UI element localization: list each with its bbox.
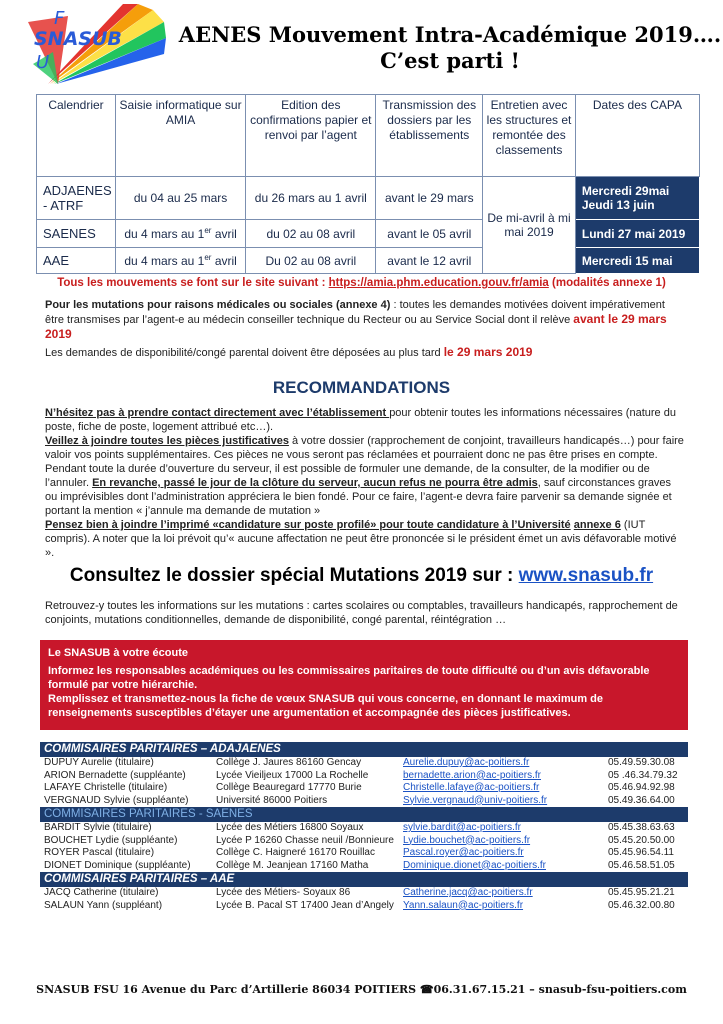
footer: SNASUB FSU 16 Avenue du Parc d’Artillerie 86034 POITIERS ☎06.31.67.15.21 – snasub-fsu-poitiers.com (36, 983, 687, 996)
list-item: ROYER Pascal (titulaire) Collège C. Haigneré 16170 Rouillac Pascal.royer@ac-poitiers.fr 05.45.96.54.11 (44, 847, 674, 858)
commissaires-header: COMMISAIRES PARITAIRES – AAE (40, 872, 688, 887)
email-link[interactable]: Yann.salaun@ac-poitiers.fr (403, 899, 524, 911)
logo-f: F (54, 8, 65, 29)
email-link[interactable]: Lydie.bouchet@ac-poitiers.fr (403, 834, 531, 846)
list-item: LAFAYE Christelle (titulaire) Collège Beauregard 17770 Burie Christelle.lafaye@ac-poitiers.fr 05.46.94.92.98 (44, 782, 675, 793)
email-link[interactable]: Christelle.lafaye@ac-poitiers.fr (403, 782, 540, 793)
snasub-logo (28, 4, 166, 86)
email-link[interactable]: Pascal.royer@ac-poitiers.fr (403, 847, 524, 858)
email-link[interactable]: Sylvie.vergnaud@univ-poitiers.fr (403, 794, 548, 806)
email-link[interactable]: Aurelie.dupuy@ac-poitiers.fr (403, 757, 530, 768)
commissaires-header: COMMISAIRES PARITAIRES - SAENES (40, 807, 688, 822)
snasub-link[interactable]: www.snasub.fr (518, 565, 654, 586)
col-header: Transmission des dossiers par les établissements (376, 95, 483, 177)
medical-paragraph: Pour les mutations pour raisons médicales ou sociales (annexe 4) : toutes les demandes motivées doivent impérativement être transmises par l’agent-e au médecin conseiller technique du Recteur ou au Service Social dont il relève avant le 29 mars 2019 (45, 299, 667, 341)
recommandations-title: RECOMMANDATIONS (272, 378, 451, 397)
col-header: Calendrier (37, 95, 116, 177)
list-item: ARION Bernadette (suppléante) Lycée Vieiljeux 17000 La Rochelle bernadette.arion@ac-poitiers.fr 05 .46.34.79.32 (44, 769, 678, 781)
table-row: ADJAENES - ATRF du 04 au 25 mars du 26 mars au 1 avril avant le 29 mars De mi-avril à mi mai 2019 Mercredi 29mai Jeudi 13 juin (37, 177, 700, 220)
page-title: AENES Mouvement Intra-Académique 2019…. C’est parti ! (178, 22, 722, 73)
list-item: VERGNAUD Sylvie (suppléante) Université 86000 Poitiers Sylvie.vergnaud@univ-poitiers.fr 05.49.36.64.00 (44, 794, 675, 806)
commissaires-header: COMMISAIRES PARITAIRES – ADAJAENES (40, 742, 688, 757)
logo-u: U (36, 52, 50, 73)
dispo-paragraph: Les demandes de disponibilité/congé parental doivent être déposées au plus tard le 29 mars 2019 (45, 345, 533, 359)
col-header: Entretien avec les structures et remontée des classements (483, 95, 576, 177)
col-header: Edition des confirmations papier et renvoi par l’agent (246, 95, 376, 177)
list-item: BOUCHET Lydie (suppléante) Lycée P 16260 Chasse neuil /Bonnieure Lydie.bouchet@ac-poitiers.fr 05.45.20.50.00 (44, 834, 675, 846)
table-row: AAE du 4 mars au 1er avril Du 02 au 08 avril avant le 12 avril Mercredi 15 mai (37, 248, 700, 274)
phone-icon: ☎ (419, 983, 434, 996)
logo-snasub: SNASUB (34, 28, 122, 50)
list-item: BARDIT Sylvie (titulaire) Lycée des Métiers 16800 Soyaux sylvie.bardit@ac-poitiers.fr 05.45.38.63.63 (44, 822, 675, 833)
ecoute-box: Le SNASUB à votre écoute Informez les responsables académiques ou les commissaires paritaires de toute difficulté ou d’un avis défavorable formulé par votre hiérarchie. Remplissez et transmettez-nous la fiche de vœux SNASUB qui vous concerne, en donnant le maximum de renseignements susceptibles d’étayer une argumentation et accompagnée des pièces justificatives. (40, 640, 688, 730)
email-link[interactable]: Dominique.dionet@ac-poitiers.fr (403, 859, 546, 871)
email-link[interactable]: Catherine.jacq@ac-poitiers.fr (403, 887, 533, 898)
list-item: SALAUN Yann (suppléant) Lycée B. Pacal ST 17400 Jean d’Angely Yann.salaun@ac-poitiers.fr 05.46.32.00.80 (44, 899, 675, 911)
table-row: SAENES du 4 mars au 1er avril du 02 au 08 avril avant le 05 avril Lundi 27 mai 2019 (37, 220, 700, 248)
col-header: Dates des CAPA (575, 95, 699, 177)
amia-link[interactable]: https://amia.phm.education.gouv.fr/amia (328, 277, 549, 289)
consult-heading: Consultez le dossier spécial Mutations 2019 sur : www.snasub.fr (69, 565, 654, 586)
commissaires-list (40, 742, 688, 938)
amia-site-line: Tous les mouvements se font sur le site suivant : https://amia.phm.education.gouv.fr/amia (modalités annexe 1) (57, 277, 666, 289)
list-item: DUPUY Aurelie (titulaire) Collège J. Jaures 86160 Gencay Aurelie.dupuy@ac-poitiers.fr 05.49.59.30.08 (44, 757, 675, 768)
entretien-cell: De mi-avril à mi mai 2019 (483, 177, 576, 274)
col-header: Saisie informatique sur AMIA (115, 95, 245, 177)
calendar-table (36, 94, 700, 274)
retrouvez-paragraph: Retrouvez-y toutes les informations sur les mutations : cartes scolaires ou comptables, travailleurs handicapés, rapprochement de conjoints, mutations conditionnelles, demande de disponibilité, congé parental, réintégration … (45, 600, 678, 626)
recommandations-body: N’hésitez pas à prendre contact directement avec l’établissement pour obtenir toutes les informations nécessaires (nature du poste, fiche de poste, logement attribué etc…). Veillez à joindre toutes les pièces justificatives à votre dossier (rapprochement de conjoint, travailleurs handicapés…) pour faire valoir vos points supplémentaires. Ces pièces ne vous seront pas réclamées et pourraient donc ne pas être prises en compte. Pendant toute la durée d’ouverture du serveur, il est possible de formuler une demande, de la consulter, de la modifier ou de l’annuler. En revanche, passé le jour de la clôture du serveur, aucun refus ne pourra être admis, sauf circonstances graves ou imprévisibles dont l’administration appréciera le bien fondé. Pour ce faire, l’agent-e devra faire parvenir sa demande signée et portant la mention « j’annule ma demande de mutation » Pensez bien à joindre l’imprimé «candidature sur poste profilé» pour toute candidature à l’Université annexe 6 (IUT compris). A noter que la loi prévoit qu’« aucune affectation ne peut être prononcée si le président émet un avis défavorable motivé ». (45, 407, 684, 559)
email-link[interactable]: bernadette.arion@ac-poitiers.fr (403, 769, 541, 781)
email-link[interactable]: sylvie.bardit@ac-poitiers.fr (403, 822, 521, 833)
list-item: JACQ Catherine (titulaire) Lycée des Métiers- Soyaux 86 Catherine.jacq@ac-poitiers.fr 05.45.95.21.21 (44, 887, 675, 898)
list-item: DIONET Dominique (suppléante) Collège M. Jeanjean 17160 Matha Dominique.dionet@ac-poitiers.fr 05.46.58.51.05 (44, 859, 675, 871)
